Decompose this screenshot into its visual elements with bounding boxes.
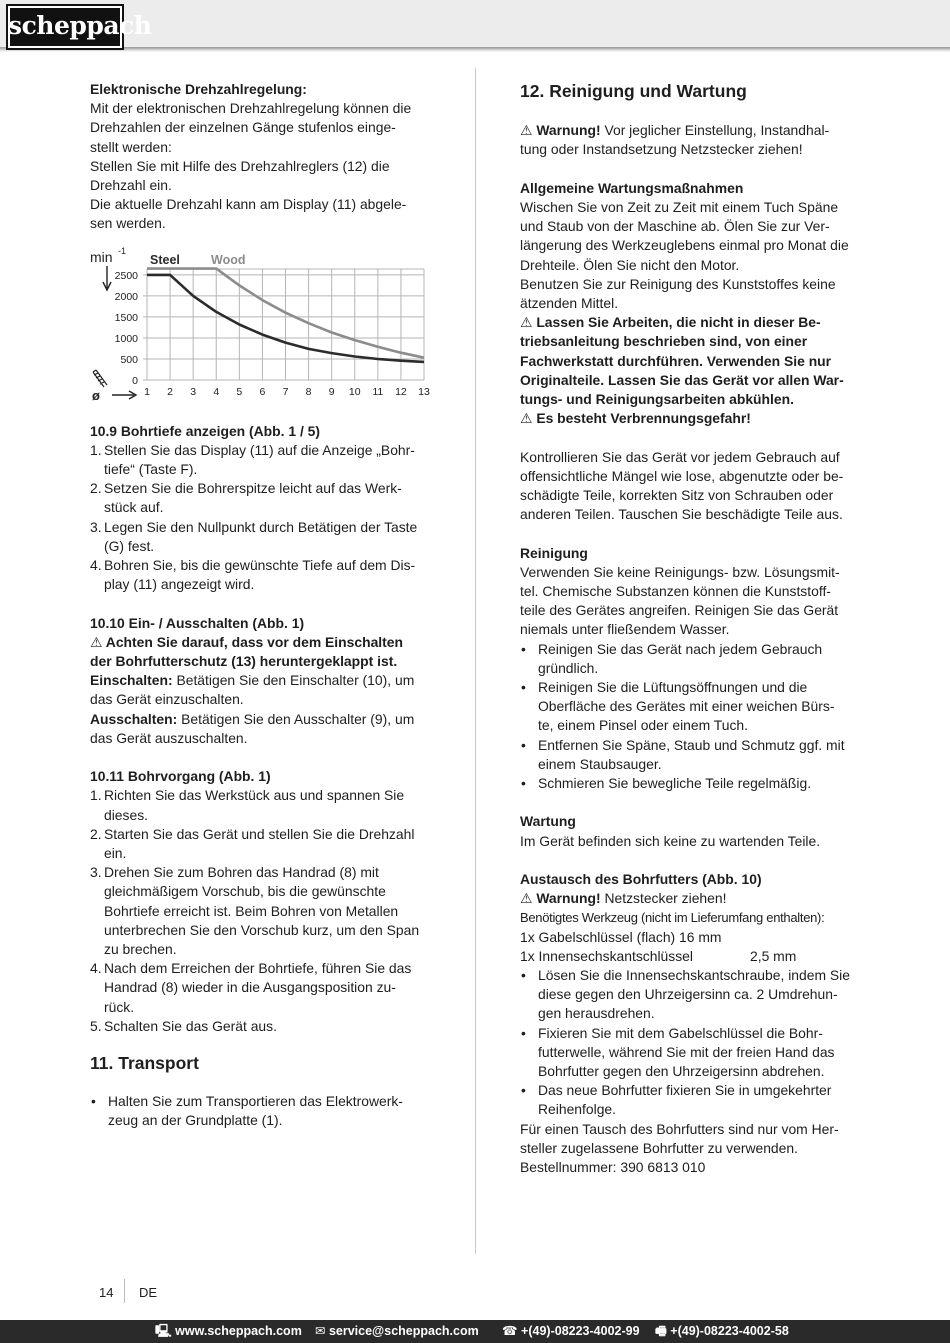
bullet: •	[521, 736, 526, 753]
contact-bar	[0, 1320, 950, 1343]
list-number: 2.	[90, 825, 102, 842]
text-line: Die aktuelle Drehzahl kann am Display (11) abgele-	[90, 196, 407, 213]
text-line: Drehzahlen der einzelnen Gänge stufenlos einge-	[90, 119, 396, 136]
y-axis-label-sup: -1	[118, 245, 127, 256]
bullet: •	[521, 1024, 526, 1041]
text-line: Drehzahl ein.	[90, 177, 172, 194]
drill-bit-icon	[93, 370, 107, 387]
mail-icon: ✉	[315, 1324, 329, 1338]
x-tick-label: 12	[395, 385, 407, 398]
right-column	[520, 80, 860, 1177]
text-line: tung oder Instandsetzung Netzstecker ziehen!	[520, 141, 803, 158]
bullet: •	[521, 775, 526, 792]
text-line: niemals unter fließendem Wasser.	[520, 621, 730, 638]
legend-steel: Steel	[150, 252, 180, 267]
text-line: Im Gerät befinden sich keine zu wartenden Teile.	[520, 832, 821, 849]
austausch-end-text	[520, 1120, 860, 1178]
x-tick-label: 9	[328, 385, 335, 398]
text-line: teile des Gerätes angreifen. Reinigen Sie das Gerät	[520, 602, 839, 619]
page-number: 14	[99, 1285, 114, 1300]
text-line: längerung des Werkzeuglebens einmal pro Monat die	[520, 237, 849, 254]
burn-warning: ⚠ Es besteht Verbrennungsgefahr!	[520, 410, 751, 427]
column-divider	[475, 68, 476, 1254]
text-line: Verwenden Sie keine Reinigungs- bzw. Lösungsmit-	[520, 563, 840, 580]
text-line: Drehteile. Ölen Sie nicht den Motor.	[520, 256, 740, 273]
list-number: 3.	[90, 518, 102, 535]
text-line: Benötigtes Werkzeug (nicht im Lieferumfang enthalten):	[520, 910, 825, 926]
text-line: das Gerät auszuschalten.	[90, 729, 248, 746]
x-tick-label: 2	[167, 385, 174, 398]
section-title-11-transport: 11. Transport	[90, 1053, 199, 1074]
text-line: das Gerät einzuschalten.	[90, 691, 244, 708]
text-line: Wischen Sie von Zeit zu Zeit mit einem Tuch Späne	[520, 198, 839, 215]
bohrtiefe-steps	[90, 441, 430, 595]
y-tick-label: 1500	[114, 311, 138, 324]
scheppach-logo	[6, 4, 152, 50]
x-tick-label: 8	[305, 385, 312, 398]
language-code: DE	[139, 1285, 158, 1300]
x-tick-label: 13	[418, 385, 430, 398]
section-title-10-10: 10.10 Ein- / Ausschalten (Abb. 1)	[90, 614, 305, 631]
section-title-austausch: Austausch des Bohrfutters (Abb. 10)	[520, 871, 762, 888]
section-title-drehzahlregelung: Elektronische Drehzahlregelung:	[90, 81, 307, 97]
list-item: • Fixieren Sie mit dem Gabelschlüssel die Bohr- futterwelle, während Sie mit der freien Hand das Bohrfutter gegen den Uhrzeigersinn abdrehen.	[521, 1024, 835, 1080]
speed-chart-svg	[90, 244, 435, 419]
y-tick-label: 2500	[114, 269, 138, 282]
x-tick-label: 5	[236, 385, 243, 398]
x-tick-label: 1	[144, 385, 150, 398]
transport-list	[90, 1092, 430, 1130]
list-item: 2. Starten Sie das Gerät und stellen Sie die Drehzahl ein.	[90, 825, 415, 862]
header-shadow	[0, 47, 950, 52]
list-item: • Entfernen Sie Späne, Staub und Schmutz ggf. mit einem Staubsauger.	[521, 736, 845, 772]
phone-icon: ☎	[502, 1324, 522, 1338]
list-item: 4. Bohren Sie, bis die gewünschte Tiefe auf dem Dis- play (11) angezeigt wird.	[90, 557, 416, 593]
x-axis-label: ø	[92, 387, 100, 403]
warning-line: Fachwerkstatt durchführen. Verwenden Sie nur	[520, 352, 832, 369]
x-tick-label: 4	[213, 385, 220, 398]
text-line: Für einen Tausch des Bohrfutters sind nur vom Her-	[520, 1120, 839, 1137]
text-line: ätzenden Mittel.	[520, 295, 619, 311]
list-item: 1. Richten Sie das Werkstück aus und spannen Sie dieses.	[90, 787, 405, 823]
section-title-10-9: 10.9 Bohrtiefe anzeigen (Abb. 1 / 5)	[90, 422, 321, 439]
bullet: •	[521, 679, 526, 696]
text-line: Bestellnummer: 390 6813 010	[520, 1159, 706, 1176]
text-line: sen werden.	[90, 215, 166, 232]
warning-icon: ⚠	[520, 410, 537, 427]
footer-separator	[124, 1279, 125, 1303]
section-title-allgemeine: Allgemeine Wartungsmaßnahmen	[520, 179, 744, 196]
list-item: • Reinigen Sie die Lüftungsöffnungen und die Oberfläche des Gerätes mit einer weichen Bürs- te, einem Pinsel oder einem Tuch.	[521, 679, 835, 734]
fax-icon: 🖷	[655, 1324, 671, 1338]
bohrvorgang-steps	[90, 786, 430, 1036]
list-item: • Das neue Bohrfutter fixieren Sie in umgekehrter Reihenfolge.	[521, 1082, 832, 1118]
list-item: • Lösen Sie die Innensechskantschraube, indem Sie diese gegen den Uhrzeigersinn ca. 2 Umdrehun- gen herausdrehen.	[521, 967, 850, 1022]
allgemeine-text	[520, 198, 860, 313]
section-title-12: 12. Reinigung und Wartung	[520, 81, 747, 101]
y-axis-label: min	[90, 248, 113, 265]
section-title-reinigung: Reinigung	[520, 544, 588, 561]
tool-line: 1x Gabelschlüssel (flach) 16 mm	[520, 928, 722, 945]
y-tick-label: 500	[120, 353, 138, 366]
monitor-icon: 🖳	[155, 1324, 176, 1338]
fax-contact: 🖷 +(49)-08223-4002-58	[655, 1324, 789, 1338]
text-line: tel. Chemische Substanzen können die Kunststoff-	[520, 583, 831, 600]
logo-text: scheppach	[8, 11, 152, 40]
warning-line: triebsanleitung beschrieben sind, von einer	[520, 333, 808, 350]
list-item: 1. Stellen Sie das Display (11) auf die Anzeige „Bohr- tiefe“ (Taste F).	[90, 441, 415, 478]
y-tick-label: 0	[132, 374, 138, 387]
warning-line: ⚠ Achten Sie darauf, dass vor dem Einschalten	[90, 633, 403, 650]
text-line: Mit der elektronischen Drehzahlregelung können die	[90, 100, 412, 117]
list-number: 4.	[90, 960, 102, 977]
list-item: • Halten Sie zum Transportieren das Elektrowerk- zeug an der Grundplatte (1).	[91, 1093, 403, 1129]
text-line: stellt werden:	[90, 138, 172, 155]
section-title-wartung: Wartung	[520, 813, 576, 830]
reinigung-list	[520, 640, 860, 794]
warning-line: Originalteile. Lassen Sie das Gerät vor allen War-	[520, 371, 844, 388]
y-tick-label: 1000	[114, 332, 138, 345]
warning-line: ⚠ Warnung! Vor jeglicher Einstellung, Instandhal-	[520, 122, 830, 139]
y-tick-label: 2000	[114, 290, 138, 303]
warning-line: ⚠ Lassen Sie Arbeiten, die nicht in dieser Be-	[520, 314, 821, 331]
phone-contact: ☎ +(49)-08223-4002-99	[502, 1324, 640, 1338]
warning-line: der Bohrfutterschutz (13) heruntergeklappt ist.	[90, 653, 398, 670]
warning-icon: ⚠	[90, 633, 106, 650]
list-number: 2.	[90, 480, 102, 497]
web-contact[interactable]: 🖳 www.scheppach.com	[155, 1324, 302, 1338]
bullet: •	[521, 1082, 526, 1099]
list-number: 5.	[90, 1017, 102, 1034]
section-title-10-11: 10.11 Bohrvorgang (Abb. 1)	[90, 768, 271, 785]
list-item: 5. Schalten Sie das Gerät aus.	[90, 1017, 430, 1036]
bullet: •	[521, 967, 526, 984]
text-line: steller zugelassene Bohrfutter zu verwenden.	[520, 1139, 798, 1156]
list-item: 2. Setzen Sie die Bohrerspitze leicht auf das Werk- stück auf.	[90, 480, 402, 516]
text-line: Einschalten: Betätigen Sie den Einschalter (10), um	[90, 672, 415, 689]
x-tick-label: 6	[259, 385, 266, 398]
warning-icon: ⚠	[520, 890, 537, 907]
text-line: Benutzen Sie zur Reinigung des Kunststoffes keine	[520, 275, 836, 292]
email-contact[interactable]: ✉ service@scheppach.com	[315, 1324, 479, 1338]
list-number: 1.	[90, 441, 102, 458]
text-line: Stellen Sie mit Hilfe des Drehzahlreglers (12) die	[90, 157, 390, 174]
warning-icon: ⚠	[520, 122, 537, 139]
list-number: 1.	[90, 787, 102, 804]
legend-wood: Wood	[211, 252, 246, 267]
x-tick-label: 11	[372, 385, 384, 398]
x-tick-label: 7	[282, 385, 289, 398]
list-number: 4.	[90, 557, 102, 574]
text-line: Ausschalten: Betätigen Sie den Ausschalter (9), um	[90, 710, 415, 727]
warning-line: ⚠ Warnung! Netzstecker ziehen!	[520, 890, 727, 907]
warning-icon: ⚠	[520, 314, 537, 331]
text-line: schädigte Teile, korrekten Sitz von Schrauben oder	[520, 487, 834, 504]
list-item: 3. Legen Sie den Nullpunkt durch Betätigen der Taste (G) fest.	[90, 518, 418, 554]
tool-line: 1x Innensechskantschlüssel 2,5 mm	[520, 947, 797, 964]
text-line: und Staub von der Maschine ab. Ölen Sie zur Ver-	[520, 218, 830, 235]
list-item: 3. Drehen Sie zum Bohren das Handrad (8) mit gleichmäßigem Vorschub, bis die gewünschte Bohrtiefe erreicht ist. Beim Bohren von Metallen unterbrechen Sie den Vorschub kurz, um den Span zu brechen.	[90, 864, 420, 958]
text-line: offensichtliche Mängel wie lose, abgenutzte oder be-	[520, 467, 844, 484]
list-item: 4. Nach dem Erreichen der Bohrtiefe, führen Sie das Handrad (8) wieder in die Ausgangsposition zu- rück.	[90, 960, 412, 1015]
x-tick-label: 10	[348, 385, 361, 398]
reinigung-text	[520, 563, 860, 640]
text-line: anderen Teilen. Tauschen Sie beschädigte Teile aus.	[520, 506, 843, 523]
text-line: Kontrollieren Sie das Gerät vor jedem Gebrauch auf	[520, 448, 840, 465]
bullet: •	[521, 640, 526, 657]
x-tick-label: 3	[190, 385, 197, 398]
list-item: • Reinigen Sie das Gerät nach jedem Gebrauch gründlich.	[521, 640, 823, 676]
left-column	[90, 80, 430, 1131]
list-item: • Schmieren Sie bewegliche Teile regelmäßig.	[520, 774, 860, 793]
list-number: 3.	[90, 864, 102, 881]
austausch-list	[520, 966, 860, 1120]
warning-line: tungs- und Reinigungsarbeiten abkühlen.	[520, 391, 794, 408]
allgemeine-warning	[520, 313, 860, 409]
speed-chart	[90, 244, 430, 414]
kontroll-text	[520, 448, 860, 525]
